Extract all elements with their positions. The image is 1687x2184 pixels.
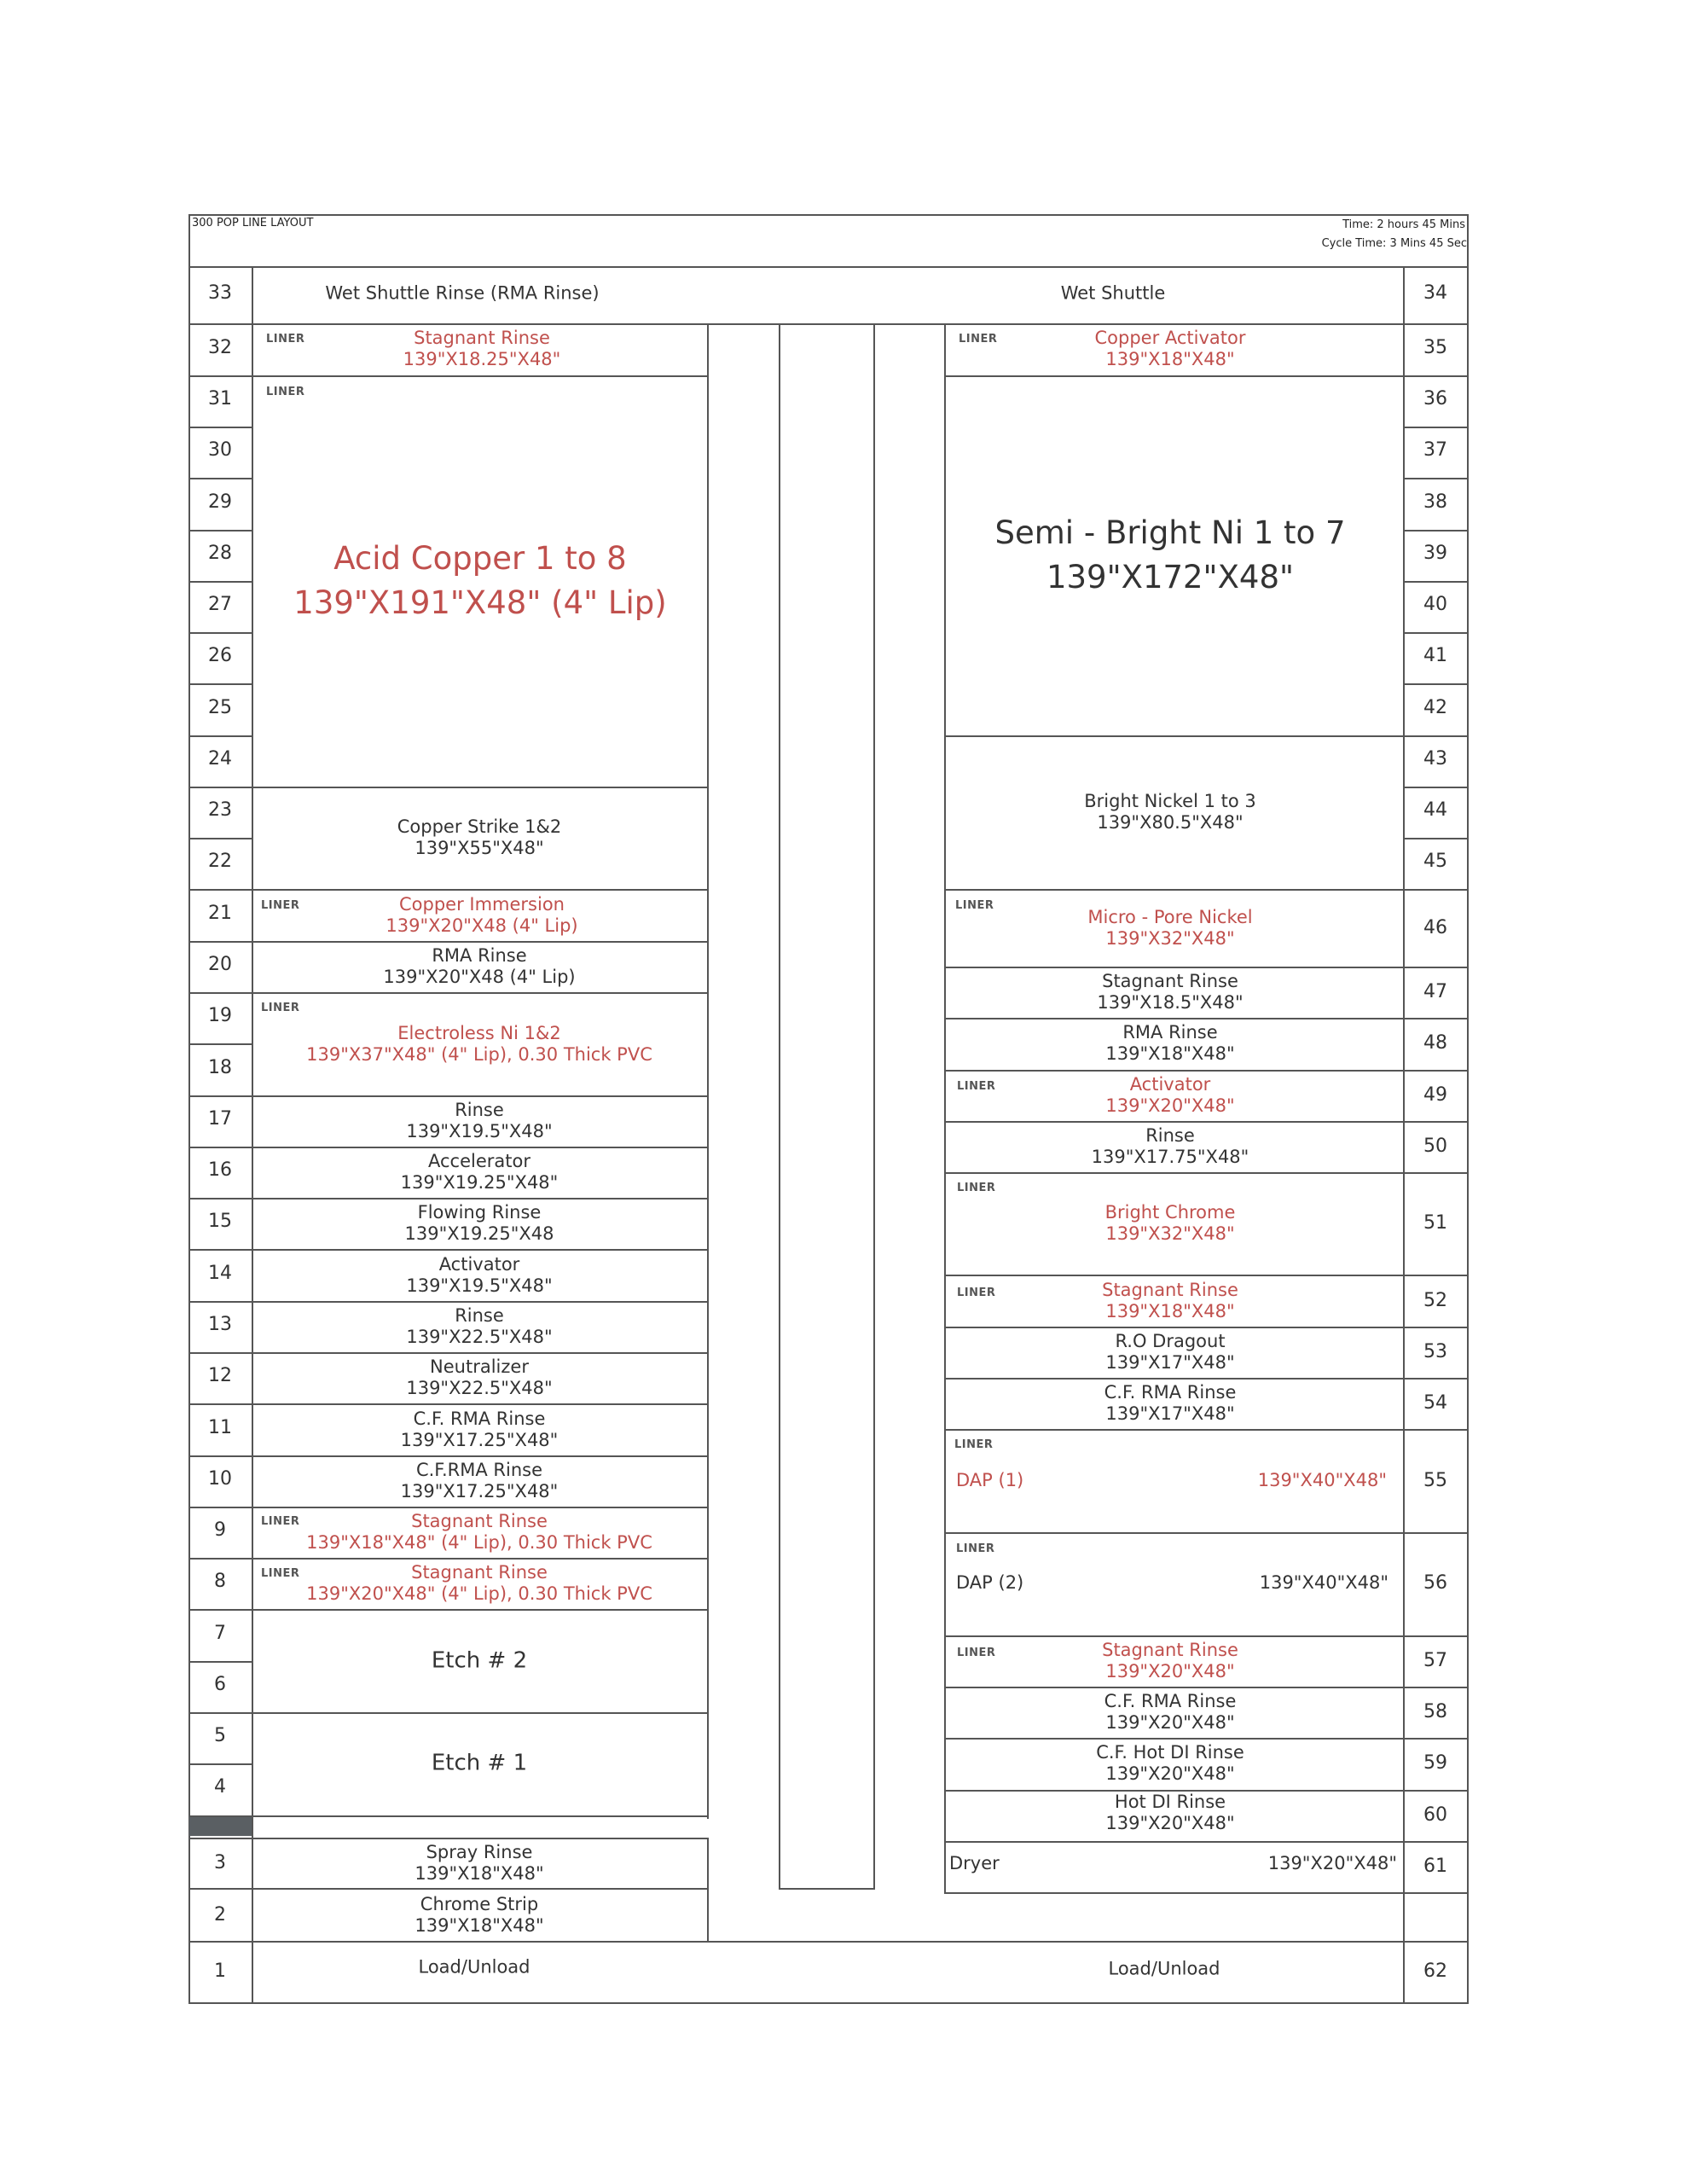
station-number: 41	[1423, 644, 1447, 666]
station-number: 4	[214, 1775, 226, 1798]
station-number: 38	[1423, 491, 1447, 513]
load-unload-right: Load/Unload	[1108, 1958, 1220, 1979]
liner-tag: LINER	[957, 1080, 996, 1093]
tank-spray-rinse: Spray Rinse 139"X18"X48"	[415, 1841, 544, 1884]
tank-cf-rma-rinse-11: C.F. RMA Rinse 139"X17.25"X48"	[400, 1408, 559, 1450]
wet-shuttle-rinse-label: Wet Shuttle Rinse (RMA Rinse)	[325, 282, 600, 304]
tank-semi-bright-ni: Semi - Bright Ni 1 to 7 139"X172"X48"	[994, 514, 1346, 595]
tank-stagnant-rinse-57: Stagnant Rinse 139"X20"X48"	[1102, 1639, 1238, 1682]
station-number: 39	[1423, 542, 1447, 564]
station-number: 21	[208, 902, 232, 924]
liner-tag: LINER	[266, 333, 305, 346]
station-number: 2	[214, 1903, 226, 1926]
left-tank-right-edge	[707, 323, 709, 1819]
station-number: 3	[214, 1851, 226, 1873]
station-number: 55	[1423, 1469, 1447, 1491]
tank-stagnant-rinse-9: Stagnant Rinse 139"X18"X48" (4" Lip), 0.30 Thick PVC	[306, 1510, 652, 1553]
tank-dryer-name: Dryer	[949, 1853, 1000, 1873]
tank-stagnant-rinse-32: Stagnant Rinse 139"X18.25"X48"	[403, 327, 561, 369]
station-number: 19	[208, 1004, 232, 1026]
station-number: 59	[1423, 1751, 1447, 1774]
station-number: 9	[214, 1519, 226, 1541]
station-number: 51	[1423, 1211, 1447, 1234]
station-number: 14	[208, 1262, 232, 1284]
station-number: 18	[208, 1056, 232, 1078]
tank-hot-di-rinse: Hot DI Rinse 139"X20"X48"	[1105, 1791, 1235, 1833]
border-right	[1467, 214, 1469, 2004]
station-number: 6	[214, 1673, 226, 1695]
liner-tag: LINER	[266, 386, 305, 398]
tank-electroless-ni: Electroless Ni 1&2 139"X37"X48" (4" Lip), 0.30 Thick PVC	[306, 1022, 652, 1065]
shuttle-lane-right	[873, 323, 875, 1889]
tank-etch-2: Etch # 2	[431, 1647, 528, 1674]
station-number: 53	[1423, 1340, 1447, 1362]
station-number: 24	[208, 747, 232, 770]
station-number: 62	[1423, 1960, 1447, 1982]
station-number: 16	[208, 1159, 232, 1181]
station-number: 22	[208, 850, 232, 872]
border-bottom	[188, 2002, 1469, 2004]
tank-cf-rma-rinse-58: C.F. RMA Rinse 139"X20"X48"	[1104, 1690, 1237, 1733]
section-separator-bar	[189, 1817, 252, 1836]
tank-cf-rma-rinse-10: C.F.RMA Rinse 139"X17.25"X48"	[400, 1459, 559, 1502]
station-number: 5	[214, 1724, 226, 1746]
header-divider	[188, 266, 1469, 268]
shuttle-lane-bottom	[779, 1888, 875, 1890]
tank-ro-dragout: R.O Dragout 139"X17"X48"	[1105, 1330, 1235, 1373]
liner-tag: LINER	[261, 1515, 300, 1528]
station-number: 1	[214, 1960, 226, 1982]
wet-shuttle-label: Wet Shuttle	[1060, 282, 1166, 304]
station-number: 45	[1423, 850, 1447, 872]
tank-cf-hot-di-rinse: C.F. Hot DI Rinse 139"X20"X48"	[1096, 1741, 1244, 1784]
tank-rinse-13: Rinse 139"X22.5"X48"	[406, 1304, 553, 1347]
station-number: 47	[1423, 980, 1447, 1002]
station-number: 30	[208, 439, 232, 461]
liner-tag: LINER	[956, 1542, 995, 1555]
total-time: Time: 2 hours 45 Mins	[1342, 218, 1465, 231]
tank-accelerator: Accelerator 139"X19.25"X48"	[400, 1150, 559, 1193]
tank-dryer-dims: 139"X20"X48"	[1267, 1853, 1397, 1873]
tank-dap-2-name: DAP (2)	[956, 1572, 1024, 1593]
liner-tag: LINER	[954, 1438, 994, 1451]
tank-flowing-rinse: Flowing Rinse 139"X19.25"X48	[404, 1201, 554, 1244]
station-number: 27	[208, 593, 232, 615]
station-number: 17	[208, 1107, 232, 1130]
tank-rinse-50: Rinse 139"X17.75"X48"	[1091, 1124, 1249, 1167]
load-unload-left: Load/Unload	[418, 1956, 530, 1978]
station-number: 42	[1423, 696, 1447, 718]
station-number: 32	[208, 336, 232, 358]
liner-tag: LINER	[957, 1287, 996, 1299]
station-number: 29	[208, 491, 232, 513]
left-tank-right-edge-lower	[707, 1838, 709, 1942]
tank-activator-14: Activator 139"X19.5"X48"	[406, 1253, 553, 1296]
tank-bright-chrome: Bright Chrome 139"X32"X48"	[1104, 1201, 1236, 1244]
tank-stagnant-rinse-52: Stagnant Rinse 139"X18"X48"	[1102, 1279, 1238, 1321]
station-number: 25	[208, 696, 232, 718]
liner-tag: LINER	[959, 333, 998, 346]
tank-dap-1-name: DAP (1)	[956, 1470, 1024, 1490]
border-top	[188, 214, 1469, 216]
tank-acid-copper: Acid Copper 1 to 8 139"X191"X48" (4" Lip)	[293, 540, 667, 621]
station-number: 31	[208, 387, 232, 410]
tank-chrome-strip: Chrome Strip 139"X18"X48"	[415, 1893, 544, 1936]
liner-tag: LINER	[261, 899, 300, 912]
right-tank-left-edge	[944, 323, 946, 1894]
tank-activator-49: Activator 139"X20"X48"	[1105, 1073, 1235, 1116]
station-number: 13	[208, 1313, 232, 1335]
station-number: 52	[1423, 1289, 1447, 1311]
top-row-divider	[188, 323, 1469, 325]
station-number: 56	[1423, 1571, 1447, 1594]
station-number: 50	[1423, 1135, 1447, 1157]
tank-rma-rinse-20: RMA Rinse 139"X20"X48 (4" Lip)	[383, 944, 576, 987]
bottom-row-divider	[188, 1941, 1469, 1943]
station-number: 34	[1423, 282, 1447, 304]
station-number: 26	[208, 644, 232, 666]
liner-tag: LINER	[955, 899, 994, 912]
station-number: 8	[214, 1570, 226, 1592]
station-number: 49	[1423, 1083, 1447, 1106]
station-number: 37	[1423, 439, 1447, 461]
shuttle-lane-left	[779, 323, 780, 1889]
station-number: 11	[208, 1416, 232, 1438]
tank-cf-rma-rinse-54: C.F. RMA Rinse 139"X17"X48"	[1104, 1381, 1237, 1424]
station-number: 20	[208, 953, 232, 975]
station-number: 36	[1423, 387, 1447, 410]
border-left	[188, 214, 190, 2004]
station-number: 33	[208, 282, 232, 304]
station-number: 23	[208, 799, 232, 821]
station-number: 43	[1423, 747, 1447, 770]
station-number: 35	[1423, 336, 1447, 358]
station-number: 15	[208, 1210, 232, 1232]
tank-copper-immersion: Copper Immersion 139"X20"X48 (4" Lip)	[386, 893, 578, 936]
tank-micro-pore-nickel: Micro - Pore Nickel 139"X32"X48"	[1087, 906, 1253, 949]
station-number: 46	[1423, 916, 1447, 938]
station-number: 48	[1423, 1031, 1447, 1054]
liner-tag: LINER	[261, 1002, 300, 1014]
tank-bright-nickel: Bright Nickel 1 to 3 139"X80.5"X48"	[1084, 790, 1256, 833]
station-number: 7	[214, 1622, 226, 1644]
station-number: 58	[1423, 1700, 1447, 1722]
tank-dap-1-dims: 139"X40"X48"	[1257, 1470, 1387, 1490]
liner-tag: LINER	[957, 1182, 996, 1194]
layout-title: 300 POP LINE LAYOUT	[192, 217, 314, 229]
left-number-column-divider	[252, 266, 253, 2003]
station-number: 60	[1423, 1804, 1447, 1826]
tank-etch-1: Etch # 1	[431, 1750, 528, 1776]
station-number: 61	[1423, 1855, 1447, 1877]
tank-copper-activator: Copper Activator 139"X18"X48"	[1094, 327, 1246, 369]
tank-copper-strike: Copper Strike 1&2 139"X55"X48"	[397, 816, 562, 858]
station-number: 28	[208, 542, 232, 564]
tank-neutralizer: Neutralizer 139"X22.5"X48"	[406, 1356, 553, 1398]
tank-dap-2-dims: 139"X40"X48"	[1259, 1572, 1388, 1593]
right-number-column-divider	[1403, 266, 1405, 2003]
tank-stagnant-rinse-47: Stagnant Rinse 139"X18.5"X48"	[1097, 970, 1244, 1013]
station-number: 10	[208, 1467, 232, 1490]
cycle-time: Cycle Time: 3 Mins 45 Sec	[1321, 237, 1467, 250]
station-number: 40	[1423, 593, 1447, 615]
station-number: 12	[208, 1364, 232, 1386]
tank-rma-rinse-48: RMA Rinse 139"X18"X48"	[1105, 1021, 1235, 1064]
station-number: 44	[1423, 799, 1447, 821]
station-number: 54	[1423, 1391, 1447, 1414]
station-number: 57	[1423, 1649, 1447, 1671]
liner-tag: LINER	[957, 1647, 996, 1659]
tank-stagnant-rinse-8: Stagnant Rinse 139"X20"X48" (4" Lip), 0.30 Thick PVC	[306, 1561, 652, 1604]
liner-tag: LINER	[261, 1567, 300, 1580]
tank-rinse-17: Rinse 139"X19.5"X48"	[406, 1099, 553, 1141]
